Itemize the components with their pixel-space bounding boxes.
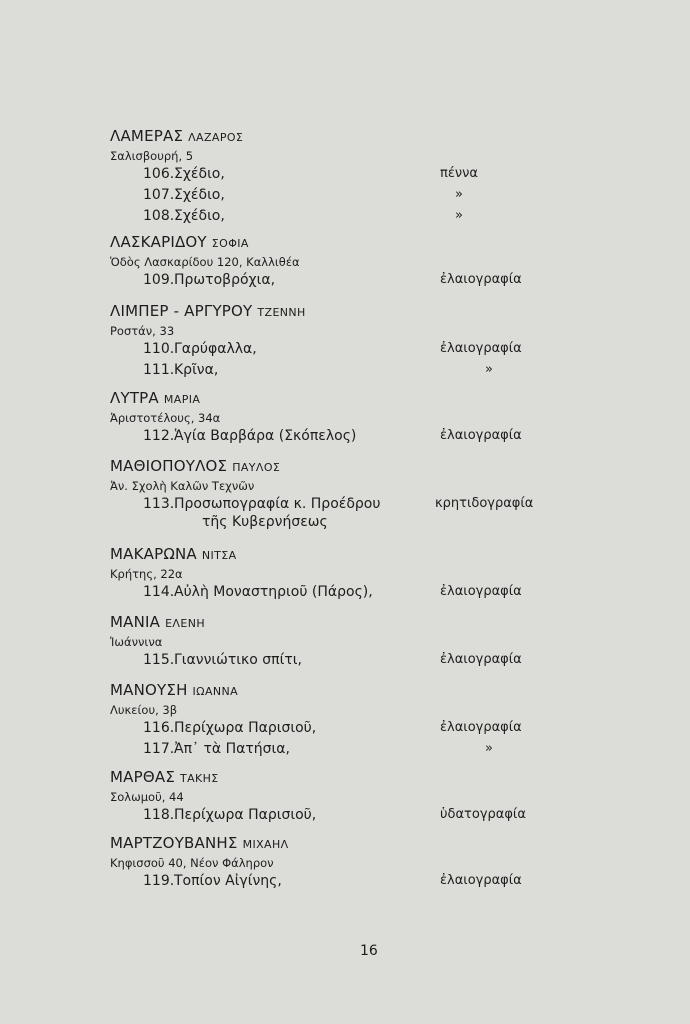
artist-address: Λυκείου, 3β: [110, 703, 178, 717]
artwork-medium: ἐλαιογραφία: [440, 584, 522, 599]
artwork-row: [110, 871, 570, 892]
artwork-title: Κρῖνα,: [174, 362, 219, 378]
artwork-row: [110, 739, 570, 760]
artwork-title: Περίχωρα Παρισιοῦ,: [174, 807, 317, 823]
artwork-title: Σχέδιο,: [174, 208, 225, 224]
artist-entry: [110, 457, 570, 534]
artwork-medium: ἐλαιογραφία: [440, 873, 522, 888]
artwork-number: 118.: [143, 807, 175, 823]
artwork-title: Σχέδιο,: [174, 166, 225, 182]
artwork-title: Γιαννιώτικο σπίτι,: [174, 652, 302, 668]
artist-name: [110, 302, 570, 322]
artist-address: Ἰωάννινα: [110, 635, 163, 649]
artist-surname: ΜΑΚΑΡΩΝΑ: [110, 545, 197, 563]
artwork-row: [110, 206, 570, 227]
artist-name: [110, 545, 570, 565]
artwork-number: 110.: [143, 341, 175, 357]
artist-address: Ἀν. Σχολὴ Καλῶν Τεχνῶν: [110, 479, 255, 493]
artist-entry: [110, 389, 570, 447]
artwork-title: Τοπίον Αἰγίνης,: [174, 873, 282, 889]
artist-name: [110, 457, 570, 477]
artwork-number: 107.: [143, 187, 175, 203]
artwork-medium: ὑδατογραφία: [440, 807, 526, 822]
artwork-number: 113.: [143, 496, 175, 512]
artist-address: Σαλισβουρή, 5: [110, 149, 194, 163]
artist-surname: ΛΙΜΠΕΡ - ΑΡΓΥΡΟΥ: [110, 302, 253, 320]
artist-surname: ΜΑΘΙΟΠΟΥΛΟΣ: [110, 457, 228, 475]
artwork-number: 111.: [143, 362, 175, 378]
artwork-title: Σχέδιο,: [174, 187, 225, 203]
artist-firstname: ΕΛΕΝΗ: [165, 617, 206, 630]
artwork-row: [110, 650, 570, 671]
artist-name: [110, 613, 570, 633]
artist-entry: [110, 127, 570, 227]
artwork-row: [110, 494, 570, 534]
artist-surname: ΜΑΡΤΖΟΥΒΑΝΗΣ: [110, 834, 238, 852]
artwork-row: [110, 426, 570, 447]
artist-entry: [110, 545, 570, 603]
artist-address: Κηφισσοῦ 40, Νέον Φάληρον: [110, 856, 274, 870]
artist-name: [110, 834, 570, 854]
artwork-number: 109.: [143, 272, 175, 288]
artwork-row: [110, 339, 570, 360]
artwork-medium: »: [485, 362, 493, 377]
artwork-number: 112.: [143, 428, 175, 444]
artwork-title: Αὐλὴ Μοναστηριοῦ (Πάρος),: [174, 584, 373, 600]
artist-surname: ΛΑΜΕΡΑΣ: [110, 127, 184, 145]
artist-address: Ὁδὸς Λασκαρίδου 120, Καλλιθέα: [110, 255, 300, 269]
artwork-title-line1: Προσωπογραφία κ. Προέδρου: [174, 496, 381, 512]
artwork-row: [110, 718, 570, 739]
artwork-medium: »: [455, 187, 463, 202]
artwork-medium: κρητιδογραφία: [435, 496, 534, 511]
artwork-title: Πρωτοβρόχια,: [174, 272, 276, 288]
artist-address: Κρήτης, 22α: [110, 567, 183, 581]
artist-entry: [110, 302, 570, 381]
artist-address: Ἀριστοτέλους, 34α: [110, 411, 221, 425]
artwork-medium: »: [485, 741, 493, 756]
artist-firstname: ΜΑΡΙΑ: [163, 393, 201, 406]
artist-entry: [110, 233, 570, 291]
artist-entry: [110, 681, 570, 760]
artwork-row: [110, 270, 570, 291]
artwork-title: [174, 496, 380, 530]
artwork-title-line2: τῆς Κυβερνήσεως: [202, 514, 328, 530]
artist-firstname: ΠΑΥΛΟΣ: [232, 461, 281, 474]
artwork-title: Ἀπ᾽ τὰ Πατήσια,: [174, 741, 290, 757]
artist-name: [110, 768, 570, 788]
artwork-medium: ἐλαιογραφία: [440, 652, 522, 667]
artwork-medium: ἐλαιογραφία: [440, 341, 522, 356]
artwork-title: Περίχωρα Παρισιοῦ,: [174, 720, 317, 736]
page-number: 16: [360, 943, 378, 959]
artwork-row: [110, 164, 570, 185]
artwork-number: 116.: [143, 720, 175, 736]
artwork-number: 117.: [143, 741, 175, 757]
artist-entry: [110, 834, 570, 892]
artwork-medium: πέννα: [440, 166, 478, 181]
artwork-row: [110, 185, 570, 206]
artist-firstname: ΜΙΧΑΗΛ: [242, 838, 289, 851]
artwork-medium: ἐλαιογραφία: [440, 720, 522, 735]
artist-firstname: ΤΖΕΝΝΗ: [257, 306, 306, 319]
artist-entry: [110, 768, 570, 826]
artist-address: Σολωμοῦ, 44: [110, 790, 184, 804]
artwork-medium: ἐλαιογραφία: [440, 272, 522, 287]
artwork-number: 114.: [143, 584, 175, 600]
artist-surname: ΜΑΝΟΥΣΗ: [110, 681, 188, 699]
artwork-medium: ἐλαιογραφία: [440, 428, 522, 443]
artist-surname: ΜΑΝΙΑ: [110, 613, 161, 631]
artist-firstname: ΙΩΑΝΝΑ: [192, 685, 239, 698]
artwork-number: 119.: [143, 873, 175, 889]
artwork-number: 106.: [143, 166, 175, 182]
artist-name: [110, 681, 570, 701]
artist-surname: ΛΥΤΡΑ: [110, 389, 159, 407]
artwork-medium: »: [455, 208, 463, 223]
artist-address: Ροστάν, 33: [110, 324, 175, 338]
artist-firstname: ΝΙΤΣΑ: [201, 549, 237, 562]
artwork-number: 108.: [143, 208, 175, 224]
artist-surname: ΛΑΣΚΑΡΙΔΟΥ: [110, 233, 207, 251]
artist-name: [110, 127, 570, 147]
artist-firstname: ΤΑΚΗΣ: [179, 772, 219, 785]
artwork-title: Ἁγία Βαρβάρα (Σκόπελος): [174, 428, 357, 444]
artwork-row: [110, 582, 570, 603]
artist-name: [110, 389, 570, 409]
artist-name: [110, 233, 570, 253]
artist-entry: [110, 613, 570, 671]
artist-firstname: ΛΑΖΑΡΟΣ: [188, 131, 244, 144]
artwork-number: 115.: [143, 652, 175, 668]
artist-firstname: ΣΟΦΙΑ: [211, 237, 249, 250]
artist-surname: ΜΑΡΘΑΣ: [110, 768, 175, 786]
artwork-title: Γαρύφαλλα,: [174, 341, 257, 357]
artwork-row: [110, 360, 570, 381]
artwork-row: [110, 805, 570, 826]
